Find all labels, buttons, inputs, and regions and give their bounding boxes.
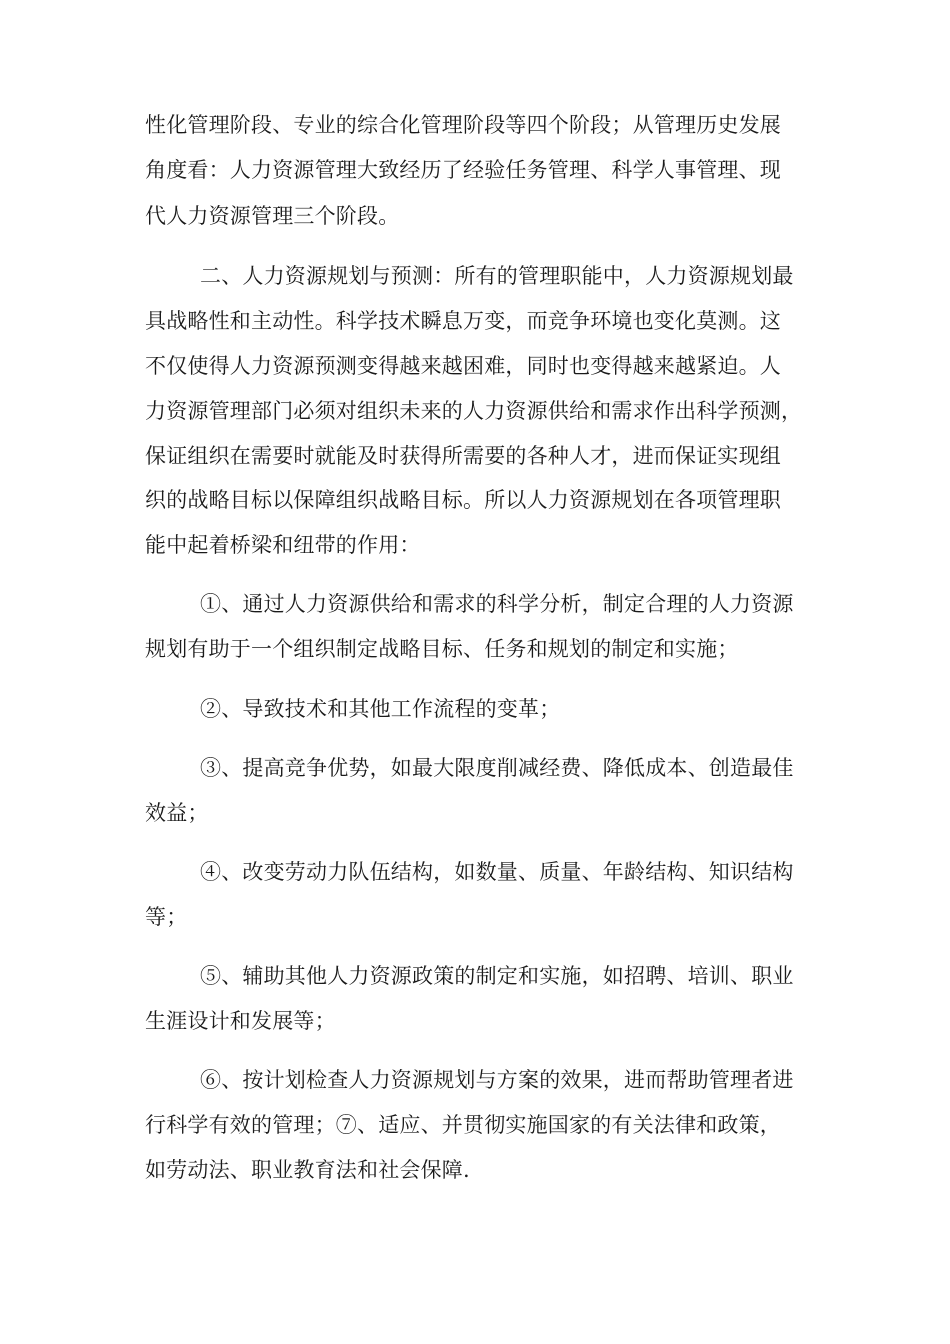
list-item-line: ④、改变劳动力队伍结构，如数量、质量、年龄结构、知识结构	[200, 860, 794, 884]
text-line: 不仅使得人力资源预测变得越来越困难，同时也变得越来越紧迫。人	[145, 354, 781, 378]
list-item-line: 规划有助于一个组织制定战略目标、任务和规划的制定和实施；	[145, 637, 739, 661]
text-line: 织的战略目标以保障组织战略目标。所以人力资源规划在各项管理职	[145, 488, 781, 512]
text-line: 力资源管理部门必须对组织未来的人力资源供给和需求作出科学预测，	[145, 399, 803, 423]
list-item-line: ⑤、辅助其他人力资源政策的制定和实施，如招聘、培训、职业	[200, 964, 794, 988]
text-line: 性化管理阶段、专业的综合化管理阶段等四个阶段；从管理历史发展	[145, 113, 781, 137]
text-line: 代人力资源管理三个阶段。	[145, 204, 400, 228]
text-line: 具战略性和主动性。科学技术瞬息万变，而竞争环境也变化莫测。这	[145, 309, 781, 333]
list-item-line: 等；	[145, 905, 188, 929]
list-item-line: ②、导致技术和其他工作流程的变革；	[200, 697, 561, 721]
list-item-line: 行科学有效的管理；⑦、适应、并贯彻实施国家的有关法律和政策，	[145, 1113, 781, 1137]
list-item-line: ①、通过人力资源供给和需求的科学分析，制定合理的人力资源	[200, 592, 794, 616]
list-item-line: ③、提高竞争优势，如最大限度削减经费、降低成本、创造最佳	[200, 756, 794, 780]
text-line: 角度看：人力资源管理大致经历了经验任务管理、科学人事管理、现	[145, 158, 781, 182]
text-line: 能中起着桥梁和纽带的作用：	[145, 533, 421, 557]
list-item-line: 生涯设计和发展等；	[145, 1009, 336, 1033]
text-line: 二、人力资源规划与预测：所有的管理职能中，人力资源规划最	[200, 264, 794, 288]
list-item-line: 如劳动法、职业教育法和社会保障.	[145, 1158, 470, 1182]
list-item-line: 效益；	[145, 801, 209, 825]
text-line: 保证组织在需要时就能及时获得所需要的各种人才，进而保证实现组	[145, 444, 781, 468]
list-item-line: ⑥、按计划检查人力资源规划与方案的效果，进而帮助管理者进	[200, 1068, 794, 1092]
